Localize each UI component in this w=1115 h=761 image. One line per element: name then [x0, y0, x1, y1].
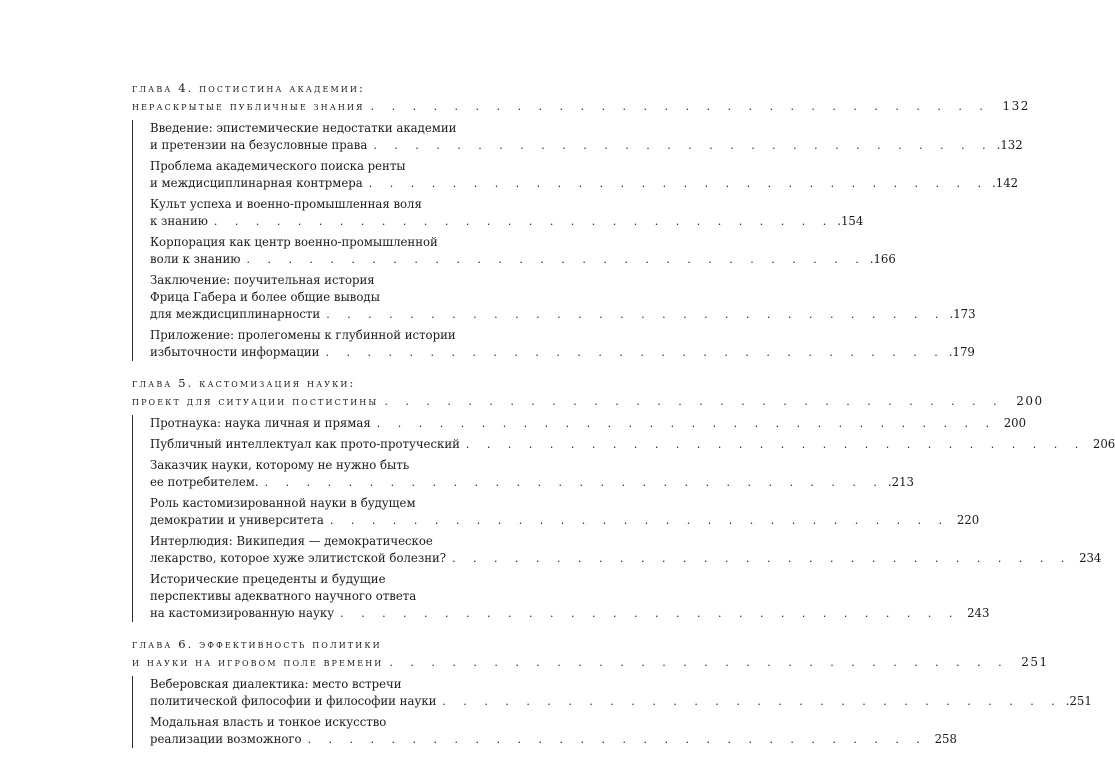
entry-title-line: для междисциплинарности [150, 307, 321, 321]
entry-page-number: .132 [996, 138, 1023, 152]
chapter-page-number: 251 [1021, 655, 1049, 669]
entry-page-number: .179 [948, 345, 975, 359]
toc-entry [150, 436, 1115, 453]
toc-entry [150, 571, 990, 622]
toc-entry [150, 327, 975, 361]
toc-entry [150, 714, 957, 748]
entry-page-number: .142 [992, 176, 1019, 190]
entry-title-line: Роль кастомизированной науки в будущем [150, 496, 416, 510]
entry-title-line: Публичный интеллектуал как прото-протуческий [150, 437, 460, 451]
entry-last-row [150, 474, 914, 491]
entry-title-line: ее потребителем. [150, 475, 259, 489]
entry-title-line: Заключение: поучительная история [150, 273, 375, 287]
chapter-heading [132, 374, 1044, 411]
toc-entry [150, 533, 1102, 567]
toc-entry [150, 415, 1027, 432]
toc-entry [150, 234, 896, 268]
entry-last-row [150, 175, 1019, 192]
dot-leader: . . . . . . . . . . . . . . . . . . . . . . . . . . . . . . [264, 476, 884, 489]
entry-last-row [150, 693, 1092, 710]
entry-page-number: 220 [956, 513, 980, 527]
entry-title-line: лекарство, которое хуже элитистской болезни? [150, 551, 447, 565]
toc-entry [150, 196, 864, 230]
toc-entry [150, 272, 976, 323]
entry-title-line: Исторические прецеденты и будущие [150, 572, 386, 586]
dot-leader: . . . . . . . . . . . . . . . . . . . . . . . . . . . . . . [376, 417, 997, 430]
dot-leader: . . . . . . . . . . . . . . . . . . . . . . . . . . . . . . [370, 100, 990, 113]
entry-title-line: и претензии на безусловные права [150, 138, 368, 152]
dot-leader: . . . . . . . . . . . . . . . . . . . . . . . . . . . . . . [368, 177, 989, 190]
entry-title-line: Модальная власть и тонкое искусство [150, 715, 387, 729]
entry-last-row [150, 512, 980, 529]
section-list [132, 415, 1115, 622]
entry-title-line: к знанию [150, 214, 208, 228]
dot-leader: . . . . . . . . . . . . . . . . . . . . . . . . . . . . . . [213, 215, 834, 228]
chapter-title-line: проект для ситуации постистины [132, 394, 379, 408]
chapter-title-row [132, 392, 1044, 411]
entry-page-number: 234 [1079, 551, 1102, 565]
chapter-title-line: глава 4. постистина академии: [132, 81, 365, 95]
chapter-title-row [132, 653, 1049, 672]
entry-title-line: на кастомизированную науку [150, 606, 335, 620]
entry-last-row [150, 415, 1027, 432]
entry-title-line: Проблема академического поиска ренты [150, 159, 406, 173]
entry-title-line: избыточности информации [150, 345, 320, 359]
entry-page-number: 200 [1003, 416, 1027, 430]
chapter-heading [132, 79, 1030, 116]
entry-title-line: перспективы адекватного научного ответа [150, 589, 417, 603]
entry-title-line: Протнаука: наука личная и прямая [150, 416, 371, 430]
entry-last-row [150, 137, 1023, 154]
chapter-page-number: 132 [1002, 99, 1030, 113]
chapter-section [132, 374, 1115, 622]
entry-page-number: .251 [1065, 694, 1092, 708]
entry-last-row [150, 436, 1115, 453]
chapter-section [132, 635, 1092, 748]
entry-last-row [150, 251, 896, 268]
table-of-contents [132, 79, 1115, 761]
entry-page-number: .154 [837, 214, 864, 228]
dot-leader: . . . . . . . . . . . . . . . . . . . . . . . . . . . . . . [442, 695, 1062, 708]
entry-title-line: Фрица Габера и более общие выводы [150, 290, 380, 304]
dot-leader: . . . . . . . . . . . . . . . . . . . . . . . . . . . . . . [325, 346, 945, 359]
toc-entry [150, 120, 1023, 154]
entry-title-line: Интерлюдия: Википедия — демократическое [150, 534, 433, 548]
entry-last-row [150, 344, 975, 361]
dot-leader: . . . . . . . . . . . . . . . . . . . . . . . . . . . . . . [307, 733, 927, 746]
entry-title-line: Заказчик науки, которому не нужно быть [150, 458, 410, 472]
entry-title-line: воли к знанию [150, 252, 241, 266]
chapter-title-line: нераскрытые публичные знания [132, 99, 365, 113]
dot-leader: . . . . . . . . . . . . . . . . . . . . . . . . . . . . . . [340, 607, 960, 620]
entry-title-line: Веберовская диалектика: место встречи [150, 677, 402, 691]
dot-leader: . . . . . . . . . . . . . . . . . . . . . . . . . . . . . . [465, 438, 1086, 451]
chapter-page-number: 200 [1016, 394, 1044, 408]
chapter-title-line: глава 5. кастомизация науки: [132, 376, 356, 390]
entry-title-line: политической философии и философии науки [150, 694, 437, 708]
dot-leader: . . . . . . . . . . . . . . . . . . . . . . . . . . . . . . [246, 253, 866, 266]
entry-page-number: .173 [949, 307, 976, 321]
entry-last-row [150, 550, 1102, 567]
entry-last-row [150, 605, 990, 622]
entry-title-line: и междисциплинарная контрмера [150, 176, 363, 190]
entry-last-row [150, 731, 957, 748]
entry-last-row [150, 213, 864, 230]
chapter-title-line: глава 6. эффективность политики [132, 637, 382, 651]
entry-title-line: Приложение: пролегомены к глубинной истории [150, 328, 456, 342]
section-list [132, 676, 1092, 748]
toc-entry [150, 676, 1092, 710]
entry-title-line: Введение: эпистемические недостатки академии [150, 121, 457, 135]
chapter-title-line: и науки на игровом поле времени [132, 655, 384, 669]
entry-page-number: .213 [887, 475, 914, 489]
chapter-section [132, 79, 1030, 361]
toc-entry [150, 158, 1019, 192]
dot-leader: . . . . . . . . . . . . . . . . . . . . . . . . . . . . . . [384, 395, 1004, 408]
dot-leader: . . . . . . . . . . . . . . . . . . . . . . . . . . . . . . [373, 139, 993, 152]
toc-entry [150, 495, 980, 529]
section-list [132, 120, 1023, 361]
entry-title-line: реализации возможного [150, 732, 302, 746]
dot-leader: . . . . . . . . . . . . . . . . . . . . . . . . . . . . . . [389, 656, 1009, 669]
dot-leader: . . . . . . . . . . . . . . . . . . . . . . . . . . . . . . [326, 308, 946, 321]
entry-last-row [150, 306, 976, 323]
chapter-title-row [132, 97, 1030, 116]
toc-entry [150, 457, 914, 491]
entry-title-line: демократии и университета [150, 513, 324, 527]
entry-title-line: Культ успеха и военно-промышленная воля [150, 197, 422, 211]
entry-page-number: .166 [869, 252, 896, 266]
entry-page-number: 258 [934, 732, 957, 746]
chapter-heading [132, 635, 1049, 672]
dot-leader: . . . . . . . . . . . . . . . . . . . . . . . . . . . . . . [452, 552, 1072, 565]
entry-page-number: 206 [1092, 437, 1115, 451]
entry-title-line: Корпорация как центр военно-промышленной [150, 235, 438, 249]
entry-page-number: 243 [967, 606, 990, 620]
dot-leader: . . . . . . . . . . . . . . . . . . . . . . . . . . . . . . [329, 514, 950, 527]
